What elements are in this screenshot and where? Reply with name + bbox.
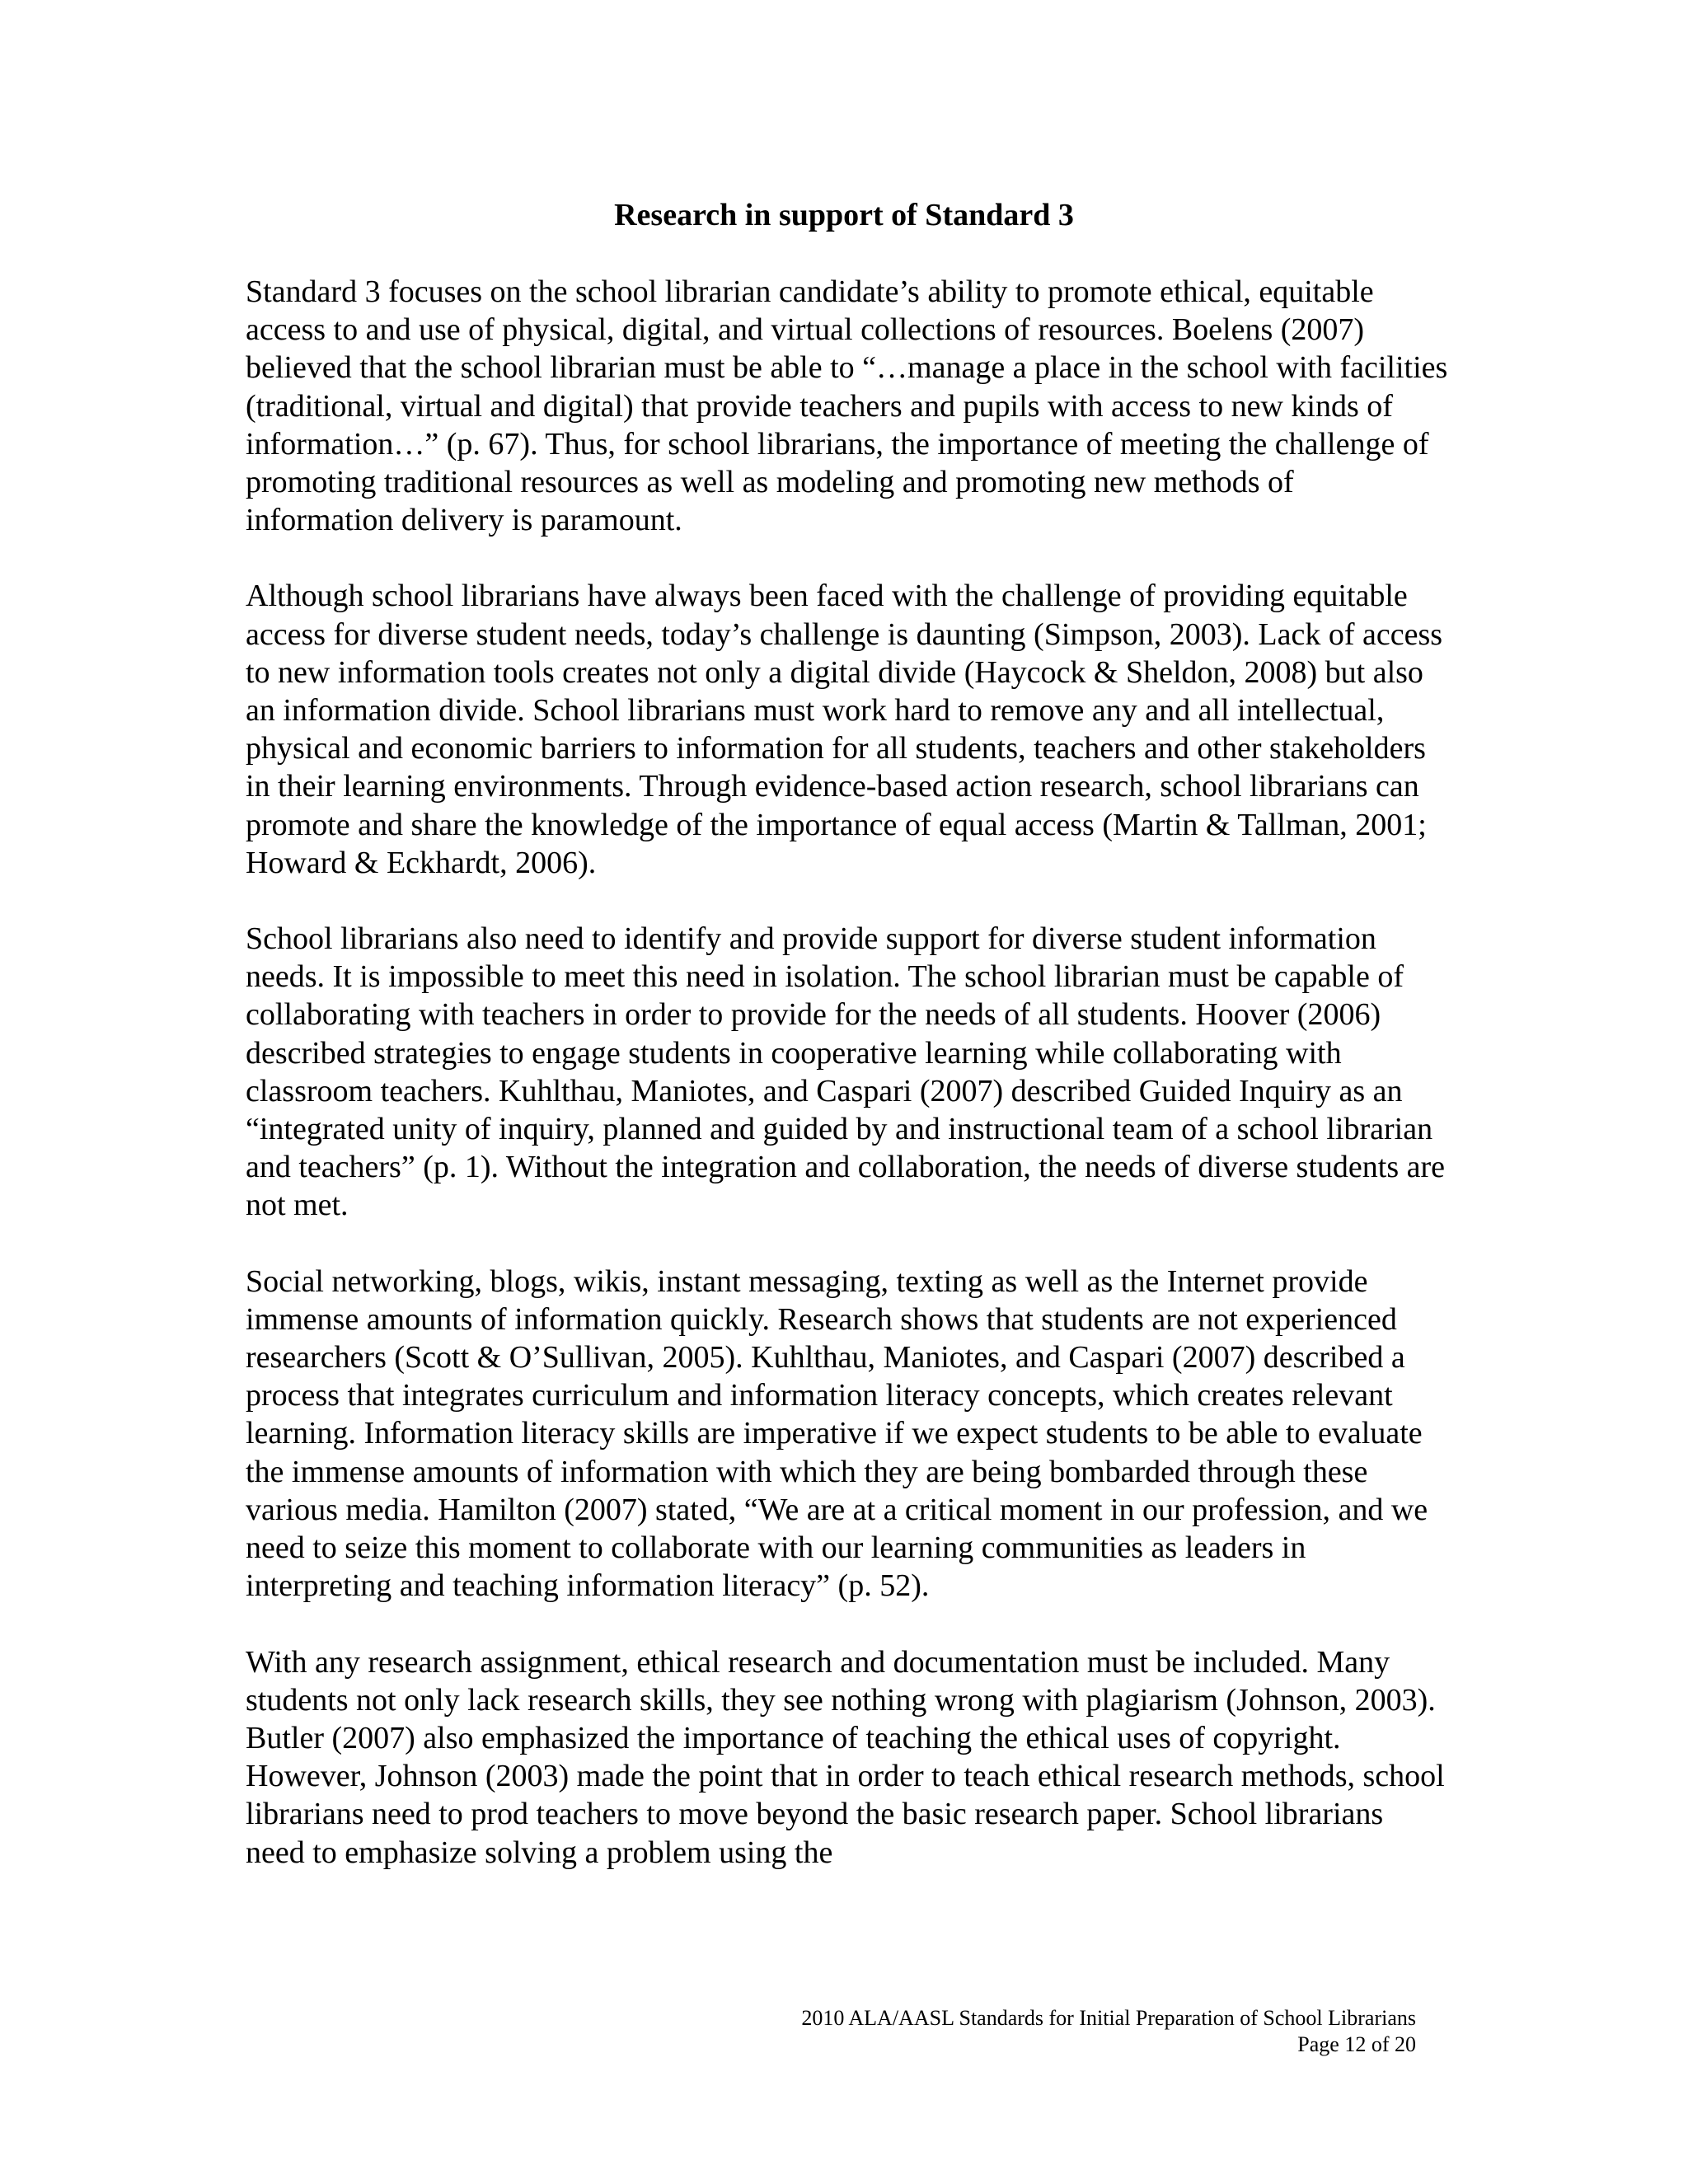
paragraph-3: School librarians also need to identify and provide support for diverse student information needs. It is impossible to meet this need in isolation. The school librarian must be capable of collaborating with teachers in order to provide for the needs of all students. Hoover (2006) described strategies to engage students in cooperative learning while collaborating with classroom teachers. Kuhlthau, Maniotes, and Caspari (2007) described Guided Inquiry as an “integrated unity of inquiry, planned and guided by and instructional team of a school librarian and teachers” (p. 1). Without the integration and collaboration, the needs of diverse students are not met. (246, 921, 1446, 1223)
paragraph-1: Standard 3 focuses on the school librarian candidate’s ability to promote ethical, equitable access to and use of physical, digital, and virtual collections of resources. Boelens (2007) believed that the school librarian must be able to “…manage a place in the school with facilities (traditional, virtual and digital) that provide teachers and pupils with access to new kinds of information…” (p. 67). Thus, for school librarians, the importance of meeting the challenge of promoting traditional resources as well as modeling and promoting new methods of information delivery is paramount. (246, 274, 1448, 538)
paragraph-2: Although school librarians have always been faced with the challenge of providing equitable access for diverse student needs, today’s challenge is daunting (Simpson, 2003). Lack of access to new information tools creates not only a digital divide (Haycock & Sheldon, 2008) but also an information divide. School librarians must work hard to remove any and all intellectual, physical and economic barriers to information for all students, teachers and other stakeholders in their learning environments. Through evidence-based action research, school librarians can promote and share the knowledge of the importance of equal access (Martin & Tallman, 2001; Howard & Eckhardt, 2006). (246, 579, 1443, 880)
page-footer (801, 2005, 1416, 2058)
footer-page-number: Page 12 of 20 (1297, 2032, 1416, 2056)
section-heading: Research in support of Standard 3 (614, 198, 1074, 232)
body-text (246, 273, 1449, 1910)
paragraph-5: With any research assignment, ethical research and documentation must be included. Many students not only lack research skills, they see nothing wrong with plagiarism (Johnson, 2003). Butler (2007) also emphasized the importance of teaching the ethical uses of copyright. However, Johnson (2003) made the point that in order to teach ethical research methods, school librarians need to prod teachers to move beyond the basic research paper. School librarians need to emphasize solving a problem using the (246, 1644, 1445, 1870)
footer-document-title: 2010 ALA/AASL Standards for Initial Preparation of School Librarians (801, 2006, 1416, 2030)
paragraph-4: Social networking, blogs, wikis, instant messaging, texting as well as the Internet provide immense amounts of information quickly. Research shows that students are not experienced researchers (Scott & O’Sullivan, 2005). Kuhlthau, Maniotes, and Caspari (2007) described a process that integrates curriculum and information literacy concepts, which creates relevant learning. Information literacy skills are imperative if we expect students to be able to evaluate the immense amounts of information with which they are being bombarded through these various media. Hamilton (2007) stated, “We are at a critical moment in our profession, and we need to seize this moment to collaborate with our learning communities as leaders in interpreting and teaching information literacy” (p. 52). (246, 1263, 1428, 1604)
